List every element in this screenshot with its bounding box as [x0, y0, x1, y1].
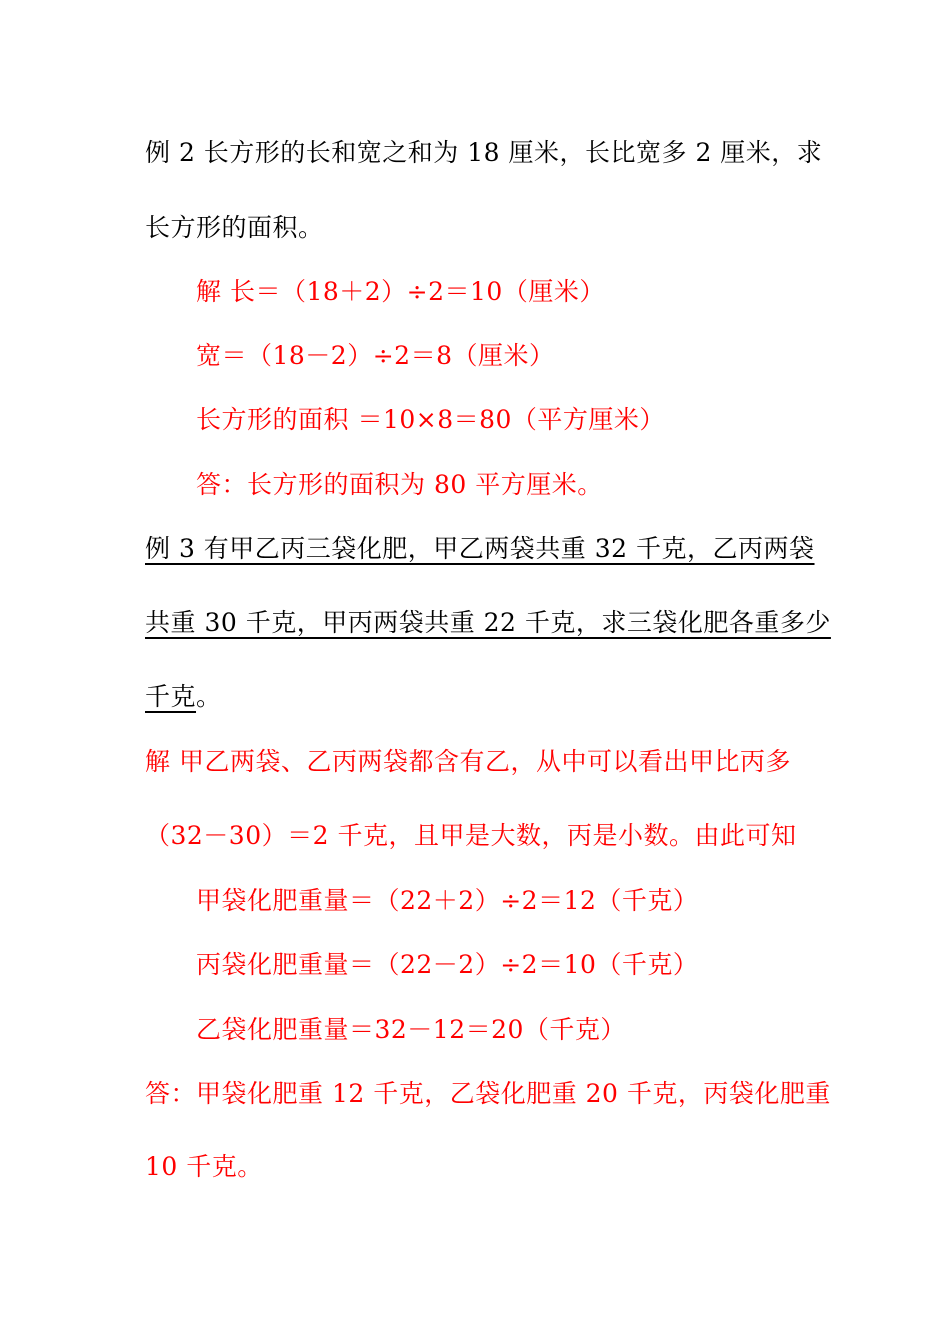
example3-analysis-line2: （32－30）＝2 千克，且甲是大数，丙是小数。由此可知	[145, 821, 797, 850]
example3-problem-line3	[145, 681, 222, 713]
example2-solution-line2: 宽＝（18－2）÷2＝8（厘米）	[196, 341, 555, 370]
example3-answer-line1: 答：甲袋化肥重 12 千克，乙袋化肥重 20 千克，丙袋化肥重	[145, 1079, 831, 1108]
example2-problem-line2: 长方形的面积。	[145, 213, 324, 242]
example3-problem-line2: 共重 30 千克，甲丙两袋共重 22 千克，求三袋化肥各重多少	[145, 608, 831, 637]
example3-answer-line2: 10 千克。	[145, 1152, 263, 1181]
example2-problem-line1: 例 2 长方形的长和宽之和为 18 厘米，长比宽多 2 厘米，求	[145, 138, 823, 167]
example2-answer: 答：长方形的面积为 80 平方厘米。	[196, 470, 603, 499]
example3-analysis-line1: 解 甲乙两袋、乙丙两袋都含有乙，从中可以看出甲比丙多	[145, 747, 791, 776]
example3-solution-line3: 乙袋化肥重量＝32－12＝20（千克）	[196, 1015, 626, 1044]
example3-solution-line2: 丙袋化肥重量＝（22－2）÷2＝10（千克）	[196, 950, 699, 979]
example2-solution-line1: 解 长＝（18＋2）÷2＝10（厘米）	[196, 277, 605, 306]
example3-solution-line1: 甲袋化肥重量＝（22＋2）÷2＝12（千克）	[196, 886, 699, 915]
example3-problem-line3-end: 。	[196, 682, 222, 711]
example3-problem-line1: 例 3 有甲乙丙三袋化肥，甲乙两袋共重 32 千克，乙丙两袋	[145, 534, 815, 563]
example3-problem-line3-underlined: 千克	[145, 682, 197, 711]
example2-solution-line3: 长方形的面积 ＝10×8＝80（平方厘米）	[196, 405, 665, 434]
